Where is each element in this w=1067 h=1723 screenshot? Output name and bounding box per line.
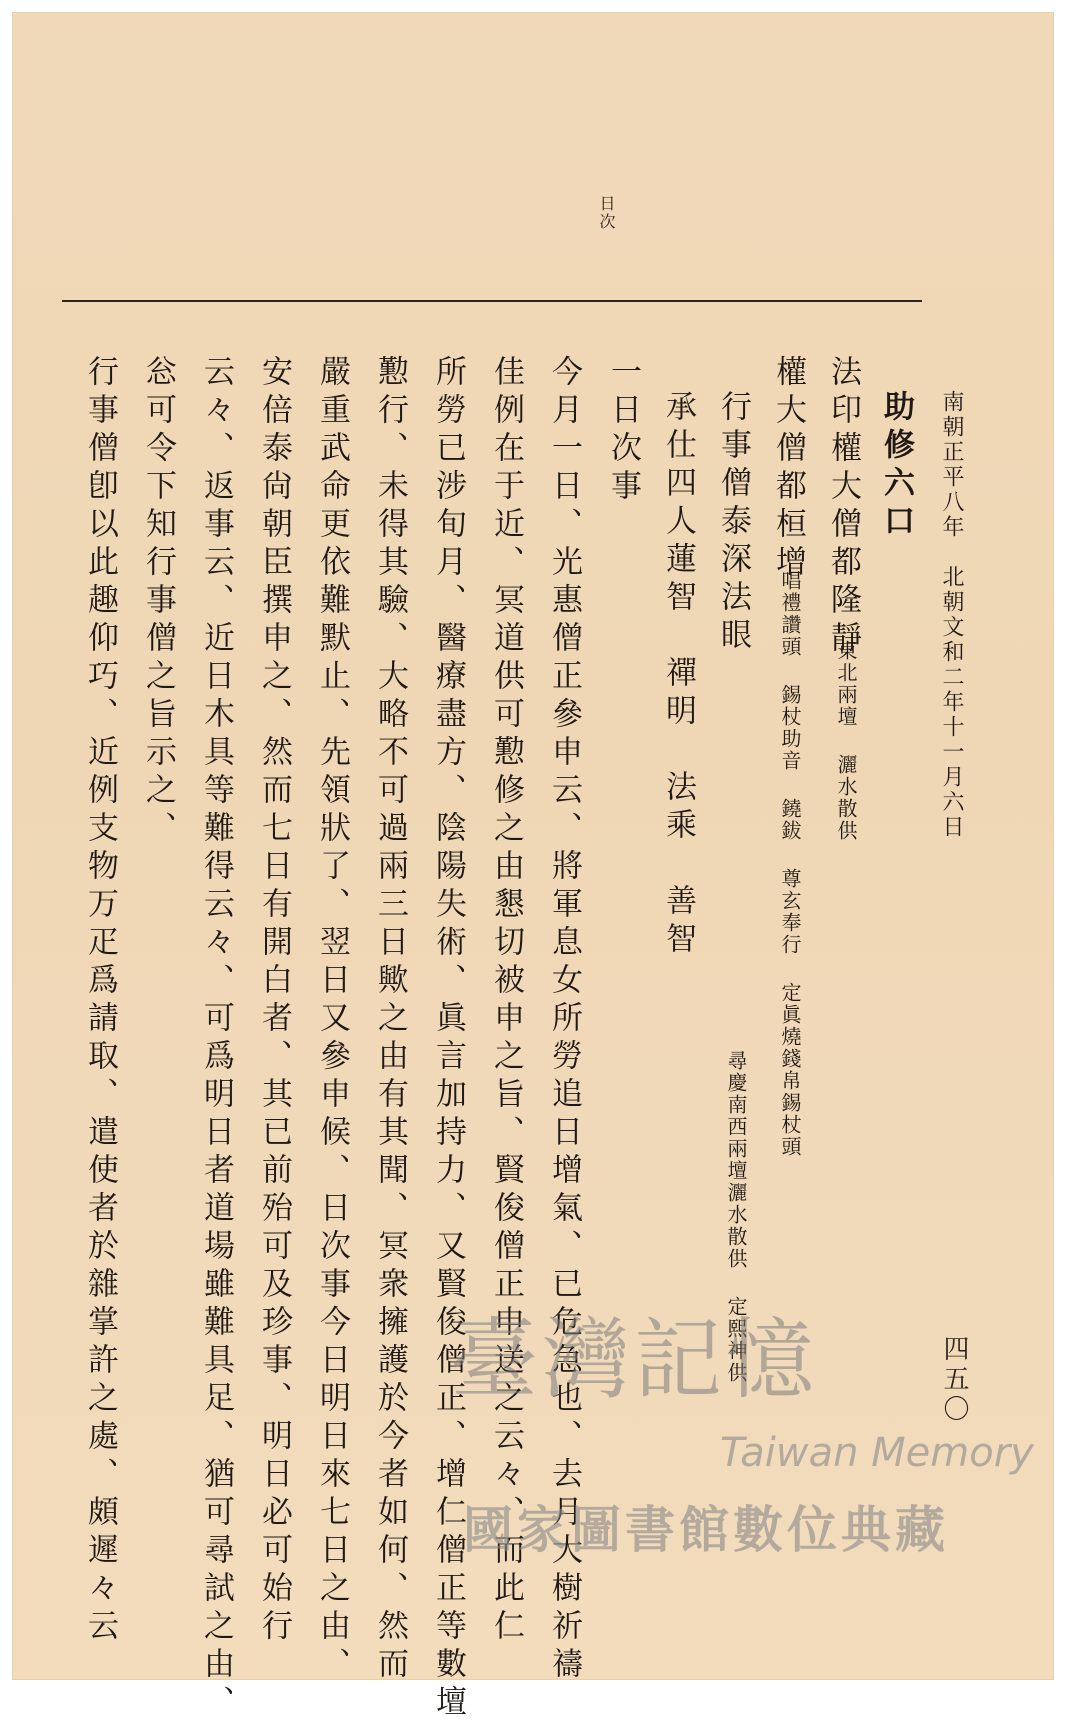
date-line: 南朝正平八年 北朝文和二年十一月六日 bbox=[939, 390, 964, 840]
text-column-9: 所勞已涉旬月、醫療盡方、陰陽失術、眞言加持力、又賢俊僧正、增仁僧正等數壇 bbox=[430, 355, 466, 1723]
text-column-3-note: 唱禮讚頭 錫杖助音 鐃鈸 尊玄奉行 定眞燒錢帛錫杖頭 bbox=[778, 570, 802, 1158]
text-column-14: 忩可令下知行事僧之旨示之、 bbox=[140, 355, 176, 849]
text-column-3: 權大僧都桓增 bbox=[770, 355, 806, 583]
watermark-english: Taiwan Memory bbox=[720, 1430, 1034, 1476]
text-column-13: 云々、返事云、近日木具等難得云々、可爲明日者道場雖難具足、猶可尋試之由、 bbox=[198, 355, 234, 1723]
text-column-4-note: 尋慶南西兩壇灑水散供 定熙神供 bbox=[724, 1050, 748, 1384]
text-column-6: 一日次事 bbox=[605, 355, 641, 507]
watermark-library: 國家圖書館數位典藏 bbox=[463, 1501, 949, 1559]
text-column-4: 行事僧泰深法眼 bbox=[715, 390, 751, 656]
running-head: 日次 bbox=[597, 195, 616, 231]
watermark-logo: 臺灣記憶 bbox=[450, 1308, 819, 1411]
text-column-7: 今月一日、光惠僧正參申云、將軍息女所勞追日增氣、已危急也、去月大樹祈禱 bbox=[546, 355, 582, 1685]
text-column-2-note: 東北兩壇 灑水散供 bbox=[834, 640, 858, 842]
text-column-2: 法印權大僧都隆靜 bbox=[825, 355, 861, 659]
text-column-11: 嚴重武命更依難默止、先領狀了、翌日又參申候、日次事今日明日來七日之由、 bbox=[314, 355, 350, 1685]
header-rule bbox=[62, 300, 922, 302]
text-column-5: 承仕四人蓮智 禪明 法乘 善智 bbox=[660, 390, 696, 960]
text-column-15: 行事僧卽以此趣仰巧、近例支物万疋爲請取、遣使者於雜掌許之處、頗遲々云 bbox=[82, 355, 118, 1647]
text-column-1: 助修六口 bbox=[878, 390, 914, 542]
page-number: 四五〇 bbox=[939, 1335, 969, 1425]
text-column-8: 佳例在于近、冥道供可懃修之由懇切被申之旨、賢俊僧正申送之云々、而此仁 bbox=[488, 355, 524, 1647]
text-column-12: 安倍泰尙朝臣撰申之、然而七日有開白者、其已前殆可及珍事、明日必可始行 bbox=[256, 355, 292, 1647]
text-column-10: 懃行、未得其驗、大略不可過兩三日歟之由有其聞、冥衆擁護於今者如何、然而 bbox=[372, 355, 408, 1685]
